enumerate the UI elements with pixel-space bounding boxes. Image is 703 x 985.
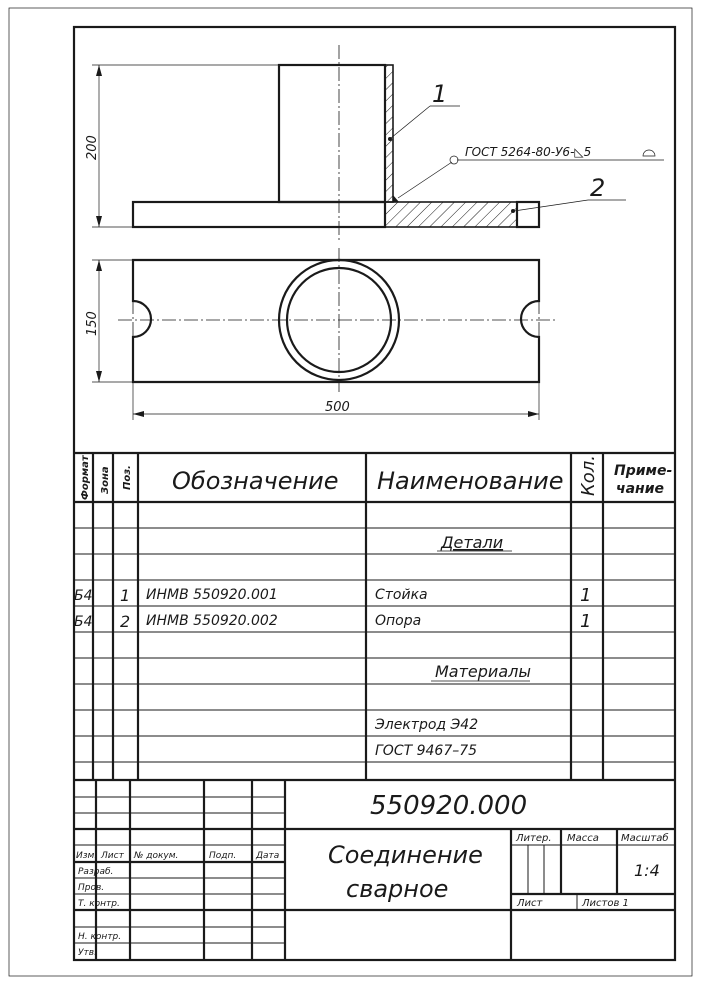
post-body [279,65,385,202]
leader-2-dot [511,209,515,213]
base-plate-section-hatch [385,202,517,227]
row1-name: Стойка [375,587,428,603]
label-list: Лист [101,851,124,861]
role-approver: Утв. [78,948,97,958]
dim-200-arrow-top [96,65,102,76]
label-date: Дата [256,851,280,861]
row1-qty: 1 [580,585,592,606]
row1-format: Б4 [74,588,93,604]
dim-200-label: 200 [85,135,100,160]
label-sheets: Листов 1 [582,898,629,909]
plan-view [85,248,556,420]
doc-number: 550920.000 [370,791,528,821]
row1-pos: 1 [120,586,131,605]
role-checker: Пров. [78,883,105,893]
dim-500-arrow-left [133,411,144,417]
header-designation: Обозначение [172,467,339,495]
dim-500-label: 500 [325,400,350,415]
front-view [85,45,664,240]
base-plate-right-end [517,202,539,227]
label-izm: Изм. [76,851,98,861]
header-qty: Кол. [578,454,599,496]
row2-name: Опора [375,613,422,629]
plate-outline [133,260,539,382]
row2-qty: 1 [580,611,592,632]
label-scale: Масштаб [621,833,669,844]
weld-leader-circle [450,156,458,164]
label-sheet: Лист [517,898,543,909]
weld-all-around-symbol [643,150,655,156]
scale-value: 1:4 [634,861,660,880]
label-doc: № докум. [134,851,179,861]
role-norm-control: Н. контр. [78,932,122,942]
role-tech-control: Т. контр. [78,899,120,909]
row2-format: Б4 [74,614,93,630]
header-pos: Поз. [122,465,133,490]
dim-200-arrow-bottom [96,216,102,227]
title-block [74,780,675,960]
material-electrode: Электрод Э42 [375,717,479,733]
label-sign: Подп. [209,851,237,861]
role-developer: Разраб. [78,867,114,877]
dim-150-label: 150 [85,311,100,336]
header-name: Наименование [377,467,564,495]
label-liter: Литер. [516,833,552,844]
section-materials: Материалы [435,662,531,681]
section-parts: Детали [441,533,504,552]
leader-1-dot [388,137,392,141]
spec-table [74,453,675,780]
header-format: Формат [80,455,91,500]
weld-note: ГОСТ 5264-80-У6-◺5 [465,145,592,159]
callout-1: 1 [432,80,448,108]
callout-2: 2 [590,174,606,202]
label-mass: Масса [567,833,599,844]
weld-leader [398,162,452,198]
doc-name-line1: Соединение [328,841,483,869]
dim-150-arrow-bottom [96,371,102,382]
weld-fillet [393,195,399,202]
header-note-line1: Приме- [614,463,673,479]
row2-pos: 2 [120,612,131,631]
post-section-hatch [385,65,393,202]
row2-designation: ИНМВ 550920.002 [146,613,278,629]
leader-1 [391,106,430,138]
base-plate-left [133,202,385,227]
header-zone: Зона [100,466,111,494]
row1-designation: ИНМВ 550920.001 [146,587,278,603]
dim-150-arrow-top [96,260,102,271]
header-note-line2: чание [616,481,665,497]
doc-name-line2: сварное [346,875,449,903]
dim-500-arrow-right [528,411,539,417]
material-gost: ГОСТ 9467–75 [375,743,478,759]
